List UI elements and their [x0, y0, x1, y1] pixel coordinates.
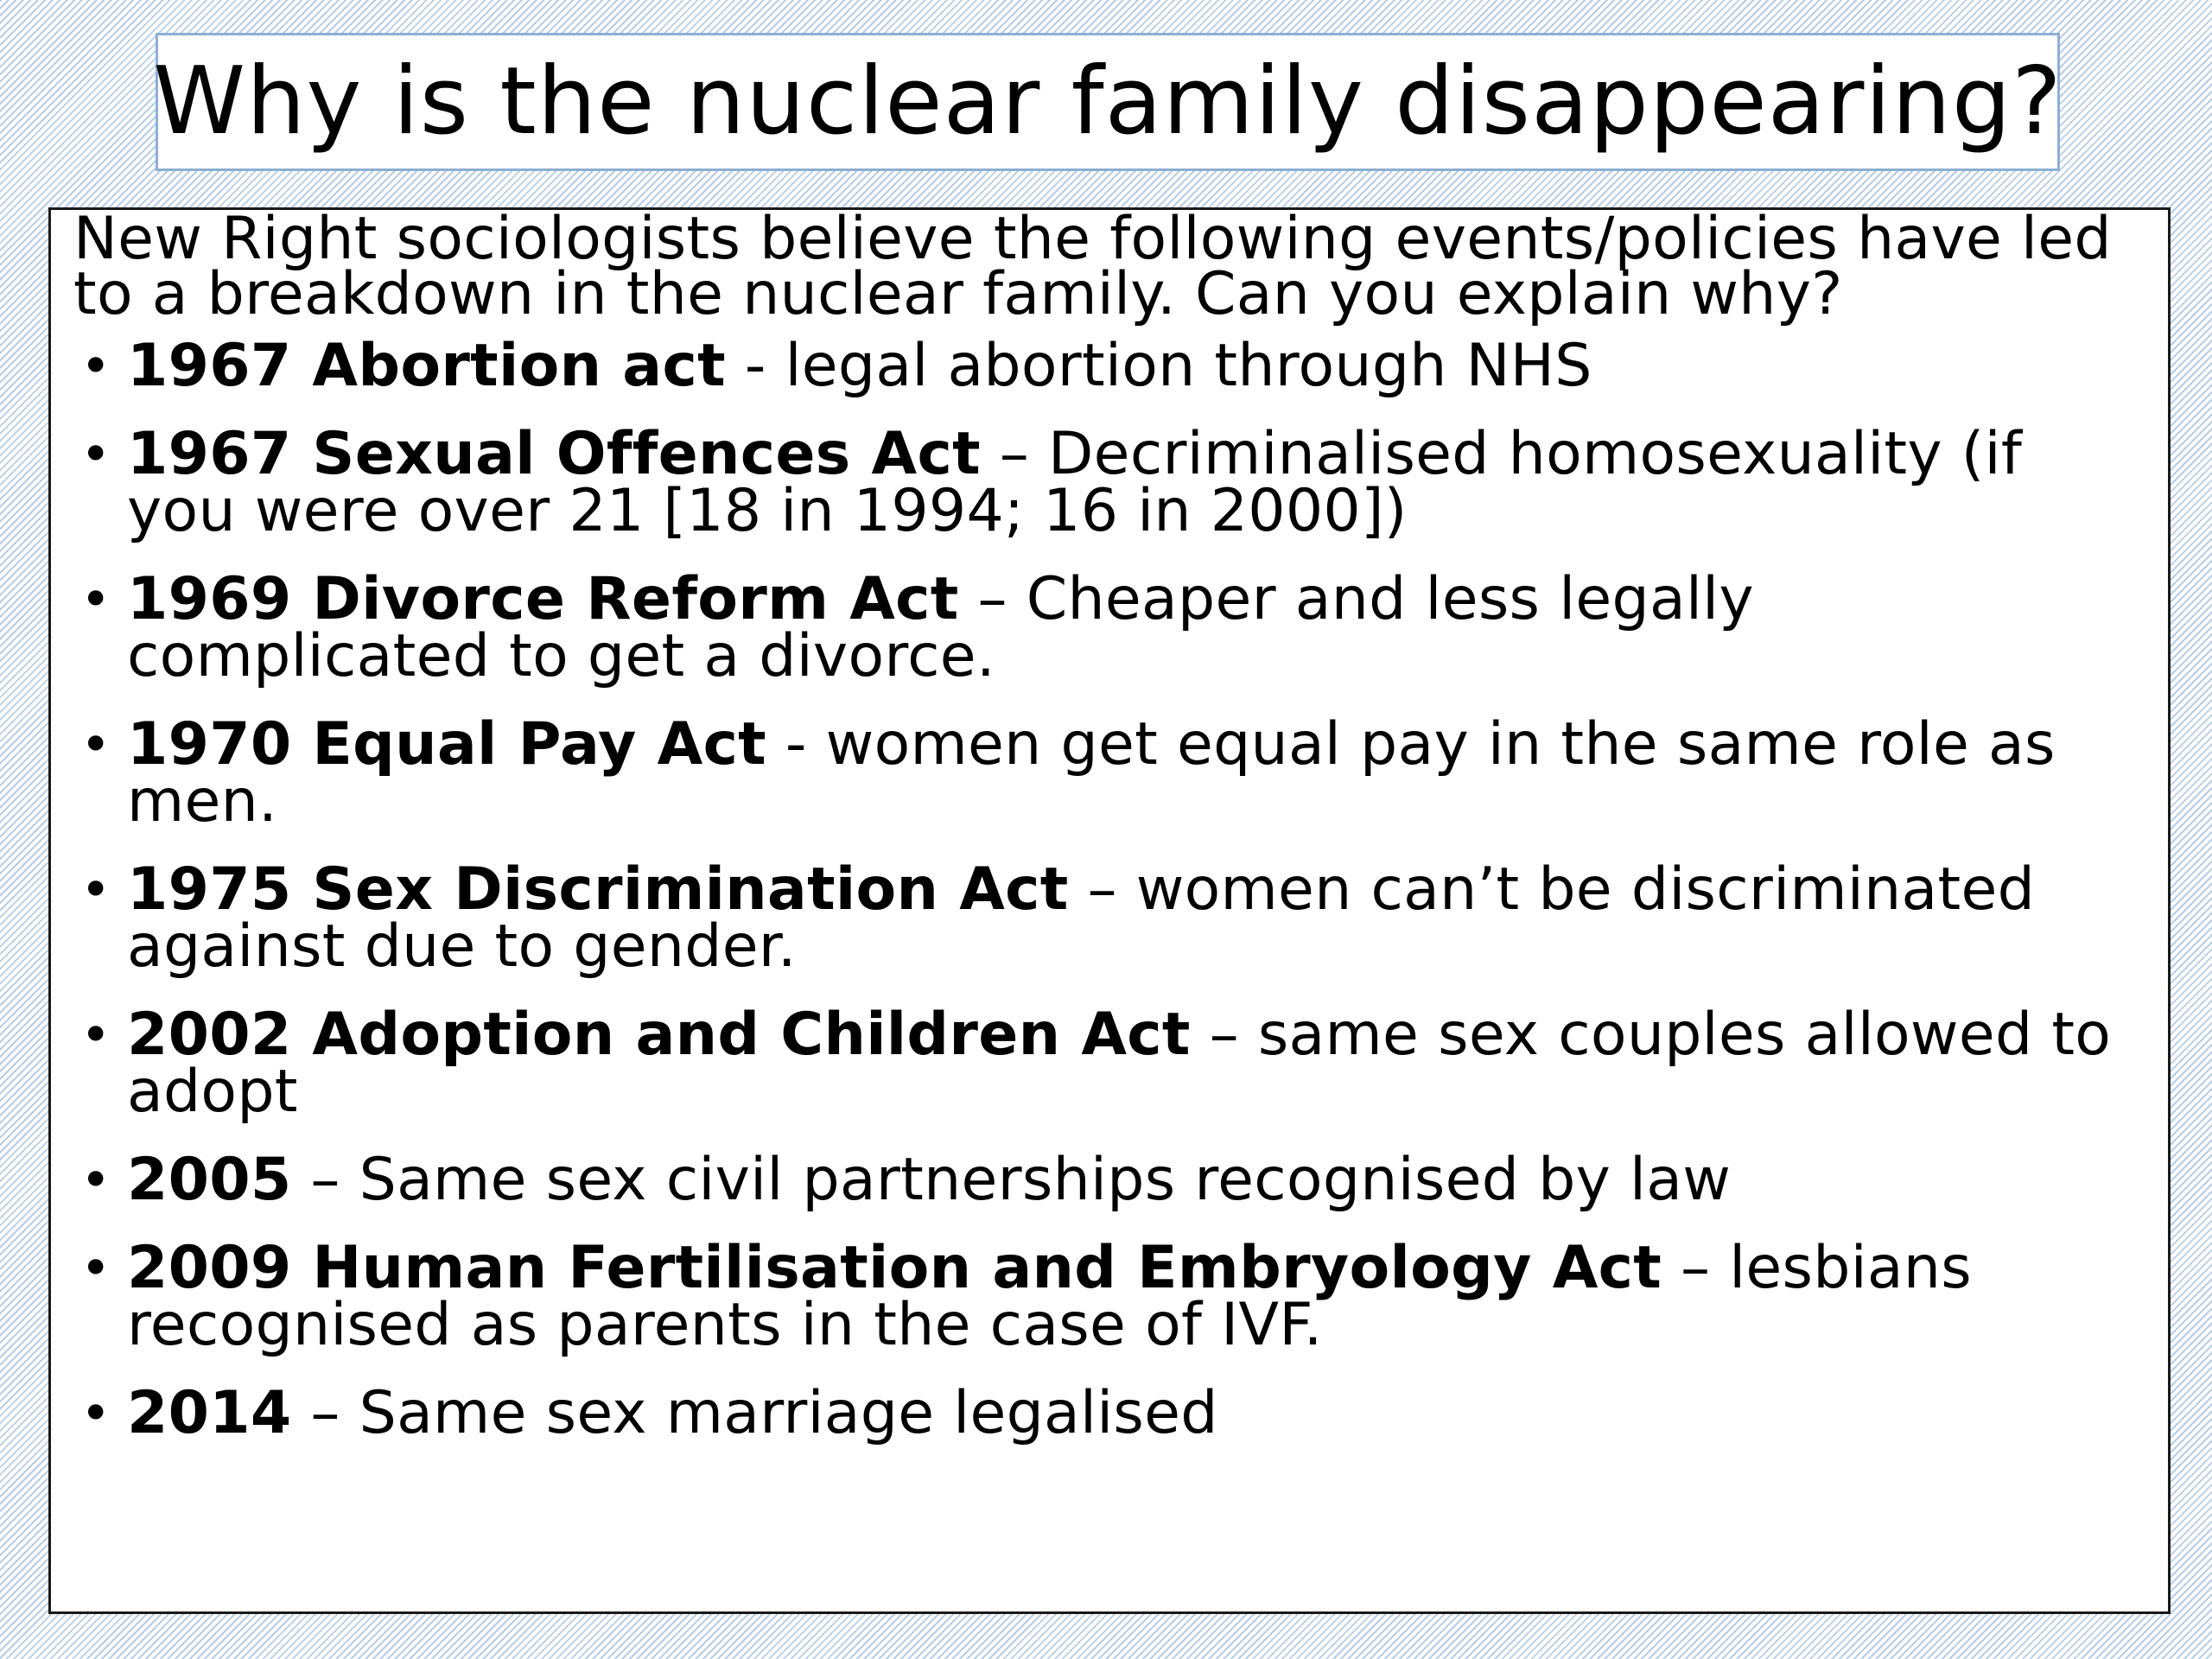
event-description: - legal abortion through NHS [725, 332, 1592, 400]
bullet-icon: • [80, 715, 111, 775]
event-item [73, 855, 2133, 981]
event-description: - women get equal pay in the same role as men. [127, 710, 2056, 836]
event-item [73, 1379, 2133, 1447]
event-description: – women can’t be discriminated against due to gender. [127, 855, 2036, 981]
event-title: 1975 Sex Discrimination Act [127, 855, 1069, 924]
bullet-icon: • [80, 336, 111, 397]
bullet-icon: • [80, 569, 111, 630]
event-item [73, 1234, 2133, 1359]
event-item [73, 1146, 2133, 1214]
bullet-icon: • [80, 1238, 111, 1299]
event-description: – same sex couples allowed to adopt [127, 1001, 2112, 1126]
event-description: – Same sex civil partnerships recognised by law [291, 1146, 1732, 1214]
event-description: – lesbians recognised as parents in the case of IVF. [127, 1234, 1973, 1359]
event-description: – Same sex marriage legalised [291, 1379, 1218, 1447]
intro-text: New Right sociologists believe the following events/policies have led to a breakdown in the nuclear family. Can you explain why? [73, 205, 2112, 328]
event-item [73, 565, 2133, 690]
event-title: 1967 Sexual Offences Act [127, 420, 981, 488]
event-title: 1970 Equal Pay Act [127, 710, 766, 779]
bullet-icon: • [80, 1005, 111, 1065]
event-title: 1967 Abortion act [127, 332, 726, 400]
bullet-icon: • [80, 1150, 111, 1211]
event-title: 2005 [127, 1146, 292, 1214]
slide-title: Why is the nuclear family disappearing? [153, 48, 2063, 156]
event-description: – Decriminalised homosexuality (if you were over 21 [18 in 1994; 16 in 2000]) [127, 420, 2023, 545]
event-title: 2002 Adoption and Children Act [127, 1001, 1191, 1069]
content-box [48, 207, 2171, 1614]
bullet-icon: • [80, 424, 111, 485]
event-title: 2009 Human Fertilisation and Embryology Act [127, 1234, 1662, 1302]
event-item [73, 710, 2133, 836]
event-item [73, 420, 2133, 545]
event-title: 2014 [127, 1379, 292, 1447]
bullet-icon: • [80, 1383, 111, 1444]
event-item [73, 1001, 2133, 1126]
title-box [153, 33, 2063, 171]
bullet-icon: • [80, 860, 111, 920]
event-item [73, 332, 2133, 400]
events-list [73, 332, 2133, 1447]
event-title: 1969 Divorce Reform Act [127, 565, 959, 633]
event-description: – Cheaper and less legally complicated to get a divorce. [127, 565, 1754, 690]
